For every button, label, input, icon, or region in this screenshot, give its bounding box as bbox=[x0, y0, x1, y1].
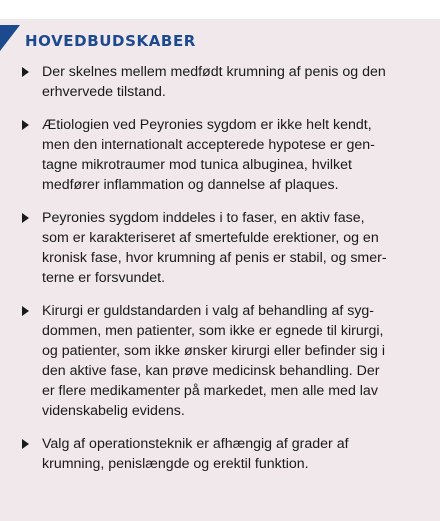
item-text-line: erhvervede tilstand. bbox=[42, 84, 166, 100]
list-item bbox=[0, 208, 440, 288]
bullet-triangle-icon bbox=[22, 439, 29, 449]
item-text-line: Peyronies sygdom inddeles i to faser, en aktiv fase, bbox=[42, 210, 365, 226]
item-text-line: som er karakteriseret af smertefulde erektioner, og en bbox=[42, 230, 379, 246]
item-text-line: dommen, men patienter, som ikke er egnede til kirurgi, bbox=[42, 323, 384, 339]
item-text-line: og patienter, som ikke ønsker kirurgi eller befinder sig i bbox=[42, 343, 386, 359]
item-text-line: Valg af operationsteknik er afhængig af grader af bbox=[42, 436, 349, 452]
list-item bbox=[0, 62, 440, 102]
item-text-line: krumning, penislængde og erektil funktion. bbox=[42, 456, 309, 472]
item-text-line: Der skelnes mellem medfødt krumning af penis og den bbox=[42, 64, 386, 80]
bullet-triangle-icon bbox=[22, 67, 29, 77]
item-text-line: terne er forsvundet. bbox=[42, 270, 166, 286]
item-text-line: videnskabelig evidens. bbox=[42, 403, 185, 419]
item-text-line: den aktive fase, kan prøve medicinsk behandling. Der bbox=[42, 363, 380, 379]
item-text-line: tagne mikrotraumer mod tunica albuginea, hvilket bbox=[42, 157, 352, 173]
list-item bbox=[0, 115, 440, 195]
list-item bbox=[0, 301, 440, 421]
key-messages-list bbox=[0, 62, 440, 487]
item-text-line: kronisk fase, hvor krumning af penis er stabil, og smer- bbox=[42, 250, 387, 266]
item-text-line: men den internationalt accepterede hypotese er gen- bbox=[42, 137, 375, 153]
item-text-line: Kirurgi er guldstandarden i valg af behandling af syg- bbox=[42, 303, 375, 319]
bullet-triangle-icon bbox=[22, 306, 29, 316]
bullet-triangle-icon bbox=[22, 120, 29, 130]
list-item bbox=[0, 434, 440, 474]
item-text-line: er flere medikamenter på markedet, men alle med lav bbox=[42, 383, 378, 399]
box-heading: HOVEDBUDSKABER bbox=[25, 32, 196, 50]
bullet-triangle-icon bbox=[22, 213, 29, 223]
item-text-line: Ætiologien ved Peyronies sygdom er ikke helt kendt, bbox=[42, 117, 372, 133]
item-text-line: medfører inflammation og dannelse af plaques. bbox=[42, 177, 339, 193]
